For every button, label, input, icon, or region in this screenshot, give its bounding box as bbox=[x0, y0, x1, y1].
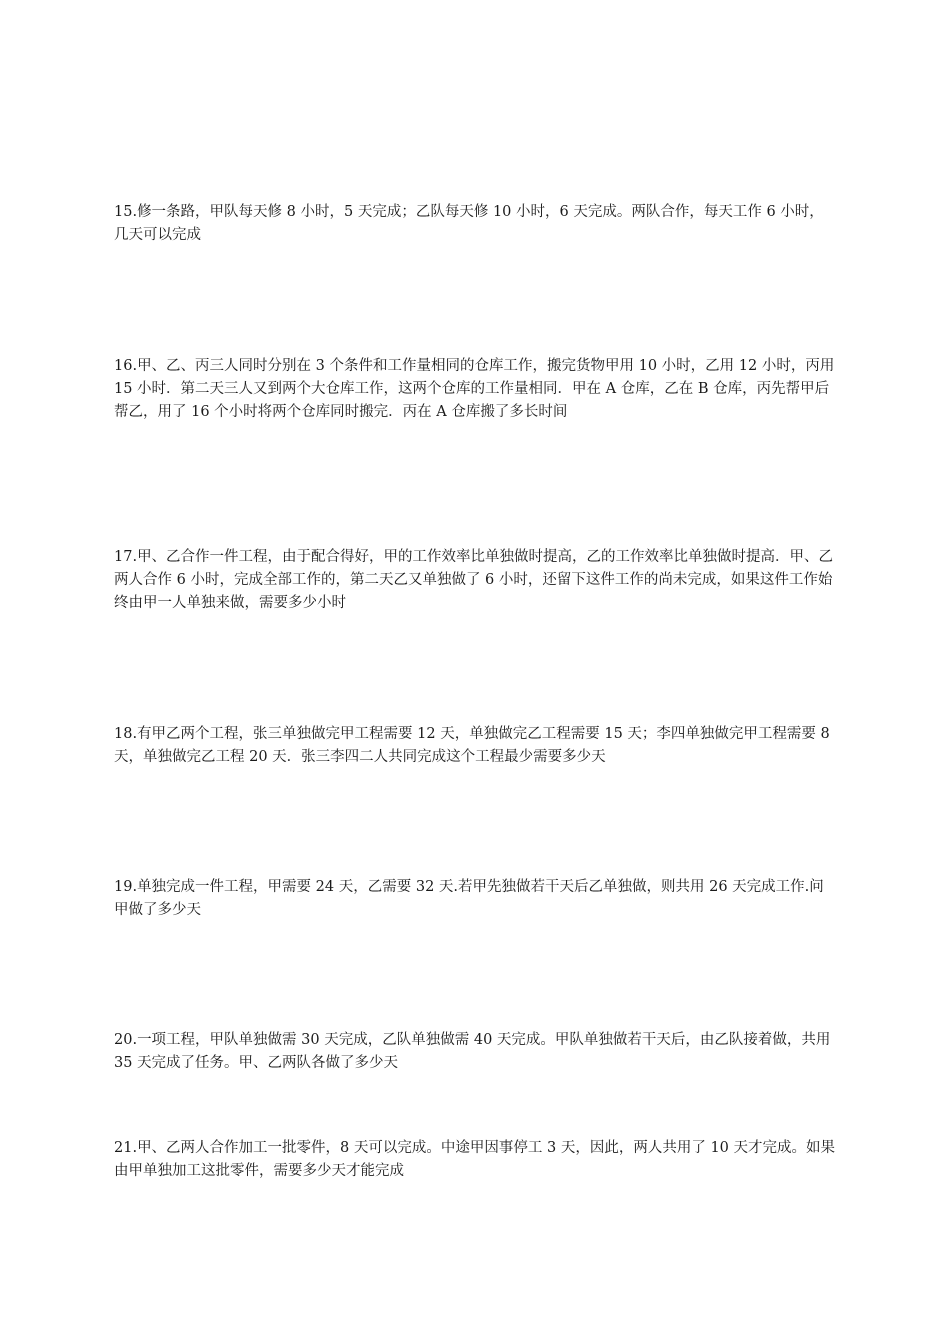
problem-text: 甲、乙、丙三人同时分别在 3 个条件和工作量相同的仓库工作，搬完货物甲用 10 小时，乙用 12 小时，丙用 15 小时．第二天三人又到两个大仓库工作，这两个仓库的工作量相同．甲在 A 仓库，乙在 B 仓库，丙先帮甲后帮乙，用了 16 个小时将两个仓库同时搬完．丙在 A 仓库搬了多长时间 bbox=[114, 358, 835, 420]
problem-text: 有甲乙两个工程，张三单独做完甲工程需要 12 天，单独做完乙工程需要 15 天；李四单独做完甲工程需要 8 天，单独做完乙工程 20 天．张三李四二人共同完成这个工程最少需要多少天 bbox=[114, 726, 830, 765]
problem-number: 21. bbox=[114, 1140, 138, 1156]
problem-text: 一项工程，甲队单独做需 30 天完成，乙队单独做需 40 天完成。甲队单独做若干天后，由乙队接着做，共用 35 天完成了任务。甲、乙两队各做了多少天 bbox=[114, 1032, 831, 1071]
problem-number: 18. bbox=[114, 726, 138, 742]
problem-20 bbox=[114, 1029, 836, 1075]
problem-15 bbox=[114, 201, 836, 247]
problem-21 bbox=[114, 1137, 836, 1183]
problem-number: 16. bbox=[114, 358, 138, 374]
problem-number: 19. bbox=[114, 879, 138, 895]
problem-text: 甲、乙合作一件工程，由于配合得好，甲的工作效率比单独做时提高，乙的工作效率比单独做时提高．甲、乙两人合作 6 小时，完成全部工作的，第二天乙又单独做了 6 小时，还留下这件工作的尚未完成，如果这件工作始终由甲一人单独来做，需要多少小时 bbox=[114, 549, 834, 611]
problem-number: 17. bbox=[114, 549, 138, 565]
problem-16 bbox=[114, 355, 836, 424]
problem-18 bbox=[114, 723, 836, 769]
problem-number: 20. bbox=[114, 1032, 138, 1048]
problem-17 bbox=[114, 546, 836, 615]
problem-text: 修一条路，甲队每天修 8 小时，5 天完成；乙队每天修 10 小时，6 天完成。两队合作，每天工作 6 小时，几天可以完成 bbox=[114, 204, 824, 243]
problem-text: 甲、乙两人合作加工一批零件，8 天可以完成。中途甲因事停工 3 天，因此，两人共用了 10 天才完成。如果由甲单独加工这批零件，需要多少天才能完成 bbox=[114, 1140, 836, 1179]
problem-19 bbox=[114, 876, 836, 922]
problem-number: 15. bbox=[114, 204, 138, 220]
problem-text: 单独完成一件工程，甲需要 24 天，乙需要 32 天.若甲先独做若干天后乙单独做，则共用 26 天完成工作.问甲做了多少天 bbox=[114, 879, 824, 918]
